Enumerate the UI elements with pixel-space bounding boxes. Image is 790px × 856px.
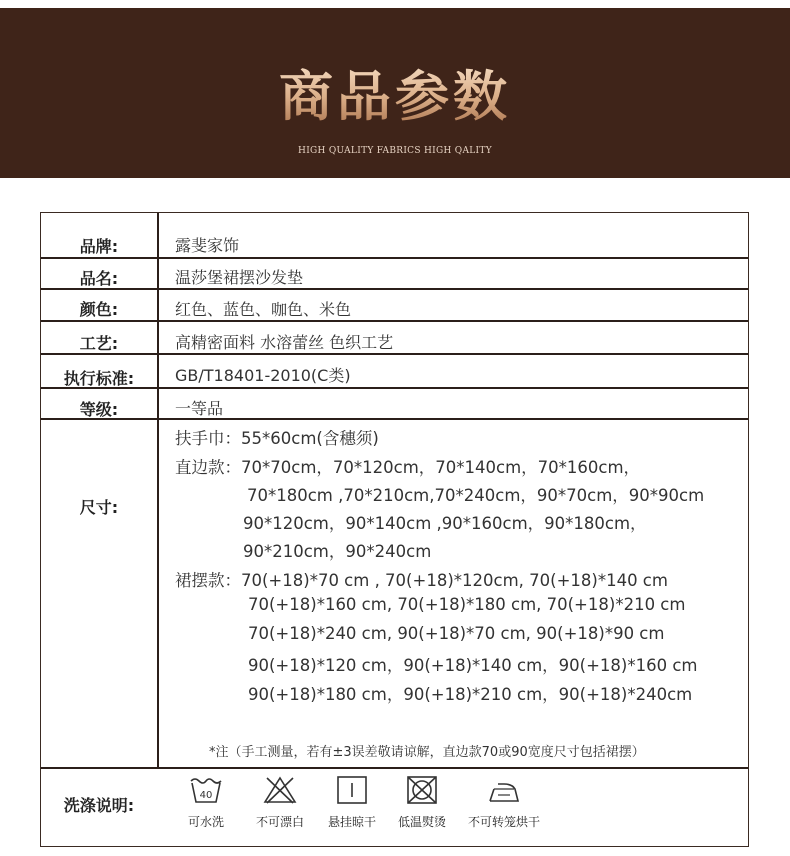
hang-dry-icon xyxy=(335,775,369,805)
size-line: 90*210cm，90*240cm xyxy=(243,542,432,561)
brand-value: 露斐家饰 xyxy=(175,236,240,255)
size-line: 裙摆款：70(+18)*70 cm , 70(+18)*120cm, 70(+18)*140 cm xyxy=(175,571,668,590)
brand-label: 品牌: xyxy=(79,237,119,256)
header-banner xyxy=(0,8,790,178)
size-line: 90(+18)*180 cm，90(+18)*210 cm，90(+18)*240cm xyxy=(248,685,693,704)
craft-label: 工艺: xyxy=(79,334,119,353)
low-iron-icon xyxy=(405,775,439,805)
no-tumble-dry-icon xyxy=(484,775,524,805)
size-line: 90(+18)*120 cm，90(+18)*140 cm，90(+18)*160 cm xyxy=(248,656,698,675)
color-value: 红色、蓝色、咖色、米色 xyxy=(175,300,352,319)
column-divider xyxy=(157,213,159,767)
wash-temperature: 40 xyxy=(199,790,213,801)
size-label: 尺寸: xyxy=(79,498,119,517)
measurement-note: *注（手工测量，若有±3误差敬请谅解，直边款70或90宽度尺寸包括裙摆） xyxy=(209,745,645,760)
spec-table xyxy=(40,212,749,847)
no-bleach-icon xyxy=(263,775,297,805)
size-line: 70*180cm ,70*210cm,70*240cm，90*70cm，90*90cm xyxy=(247,486,705,505)
color-label: 颜色: xyxy=(79,300,119,319)
grade-value: 一等品 xyxy=(175,399,224,418)
row-divider xyxy=(41,320,748,322)
care-text: 低温熨烫 xyxy=(397,815,446,829)
size-line: 直边款：70*70cm，70*120cm，70*140cm，70*160cm， xyxy=(175,458,641,477)
size-line: 90*120cm，90*140cm ,90*160cm，90*180cm， xyxy=(243,514,647,533)
craft-value: 高精密面料 水溶蕾丝 色织工艺 xyxy=(175,333,394,352)
size-line: 70(+18)*160 cm, 70(+18)*180 cm, 70(+18)*210 cm xyxy=(248,595,686,614)
size-line: 扶手巾：55*60cm(含穗须) xyxy=(175,429,379,448)
grade-label: 等级: xyxy=(79,400,119,419)
standard-value: GB/T18401-2010(C类) xyxy=(175,366,351,385)
care-label: 洗涤说明: xyxy=(63,796,135,815)
row-divider xyxy=(41,257,748,259)
row-divider xyxy=(41,767,748,769)
size-line: 70(+18)*240 cm, 90(+18)*70 cm, 90(+18)*90 cm xyxy=(248,624,665,643)
care-item-low-iron xyxy=(377,775,467,830)
page-title: 商品参数 xyxy=(0,54,790,131)
standard-label: 执行标准: xyxy=(63,369,135,388)
care-text: 可水洗 xyxy=(187,815,224,829)
product-name-label: 品名: xyxy=(79,269,119,288)
care-text: 悬挂晾干 xyxy=(327,815,376,829)
page-subtitle: HIGH QUALITY FABRICS HIGH QALITY xyxy=(298,146,492,156)
care-text: 不可漂白 xyxy=(255,815,304,829)
care-item-no-tumble-dry xyxy=(459,775,549,830)
product-name-value: 温莎堡裙摆沙发垫 xyxy=(175,268,304,287)
care-text: 不可转笼烘干 xyxy=(467,815,540,829)
wash-40-icon xyxy=(189,775,223,805)
